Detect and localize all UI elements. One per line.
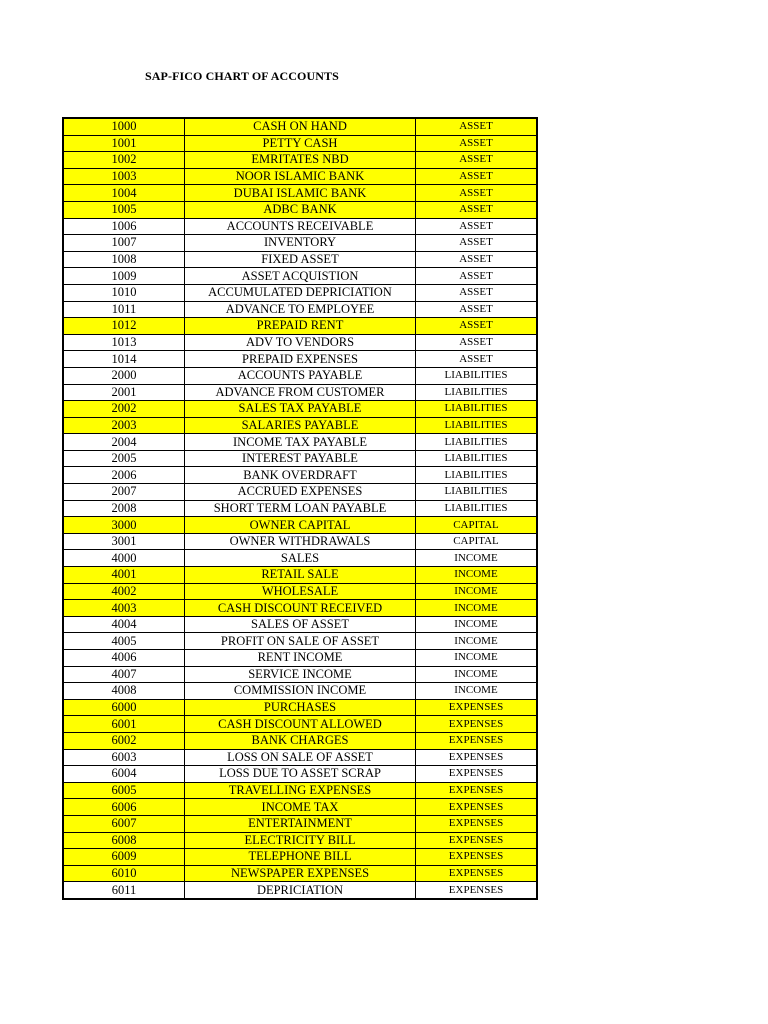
table-row <box>63 450 537 467</box>
account-type-cell: EXPENSES <box>416 832 538 849</box>
account-type-cell: ASSET <box>416 168 538 185</box>
account-code-cell: 6003 <box>63 749 185 766</box>
account-name-cell: ADV TO VENDORS <box>185 334 416 351</box>
table-row <box>63 533 537 550</box>
table-row <box>63 782 537 799</box>
account-name-cell: PREPAID RENT <box>185 318 416 335</box>
account-type-cell: LIABILITIES <box>416 367 538 384</box>
account-name-cell: PREPAID EXPENSES <box>185 351 416 368</box>
table-row <box>63 135 537 152</box>
account-name-cell: ACCOUNTS PAYABLE <box>185 367 416 384</box>
table-row <box>63 367 537 384</box>
account-name-cell: INCOME TAX PAYABLE <box>185 434 416 451</box>
account-code-cell: 2002 <box>63 401 185 418</box>
table-row <box>63 334 537 351</box>
account-name-cell: RENT INCOME <box>185 650 416 667</box>
account-type-cell: LIABILITIES <box>416 450 538 467</box>
table-row <box>63 201 537 218</box>
table-row <box>63 185 537 202</box>
table-row <box>63 666 537 683</box>
account-code-cell: 1014 <box>63 351 185 368</box>
account-code-cell: 2007 <box>63 484 185 501</box>
table-row <box>63 600 537 617</box>
account-name-cell: CASH DISCOUNT RECEIVED <box>185 600 416 617</box>
account-code-cell: 4002 <box>63 583 185 600</box>
account-type-cell: ASSET <box>416 218 538 235</box>
account-code-cell: 1001 <box>63 135 185 152</box>
table-row <box>63 417 537 434</box>
account-name-cell: COMMISSION INCOME <box>185 683 416 700</box>
account-type-cell: LIABILITIES <box>416 500 538 517</box>
account-type-cell: ASSET <box>416 135 538 152</box>
account-code-cell: 3001 <box>63 533 185 550</box>
account-code-cell: 1004 <box>63 185 185 202</box>
account-type-cell: EXPENSES <box>416 766 538 783</box>
account-name-cell: NEWSPAPER EXPENSES <box>185 865 416 882</box>
account-code-cell: 4004 <box>63 616 185 633</box>
table-row <box>63 467 537 484</box>
account-type-cell: LIABILITIES <box>416 401 538 418</box>
table-row <box>63 567 537 584</box>
account-name-cell: OWNER CAPITAL <box>185 517 416 534</box>
table-row <box>63 683 537 700</box>
account-code-cell: 1002 <box>63 152 185 169</box>
account-type-cell: LIABILITIES <box>416 384 538 401</box>
table-row <box>63 268 537 285</box>
account-code-cell: 4001 <box>63 567 185 584</box>
account-type-cell: INCOME <box>416 650 538 667</box>
table-row <box>63 865 537 882</box>
accounts-table-body <box>63 118 537 899</box>
table-row <box>63 434 537 451</box>
account-type-cell: EXPENSES <box>416 882 538 899</box>
account-name-cell: EMRITATES NBD <box>185 152 416 169</box>
table-row <box>63 251 537 268</box>
account-code-cell: 6004 <box>63 766 185 783</box>
account-name-cell: ADVANCE TO EMPLOYEE <box>185 301 416 318</box>
account-type-cell: LIABILITIES <box>416 484 538 501</box>
account-name-cell: TRAVELLING EXPENSES <box>185 782 416 799</box>
table-row <box>63 832 537 849</box>
account-name-cell: SALES OF ASSET <box>185 616 416 633</box>
account-code-cell: 2004 <box>63 434 185 451</box>
account-code-cell: 1003 <box>63 168 185 185</box>
page-title: SAP-FICO CHART OF ACCOUNTS <box>145 69 339 83</box>
account-name-cell: WHOLESALE <box>185 583 416 600</box>
account-name-cell: ENTERTAINMENT <box>185 815 416 832</box>
table-row <box>63 284 537 301</box>
account-name-cell: ACCRUED EXPENSES <box>185 484 416 501</box>
table-row <box>63 550 537 567</box>
account-type-cell: EXPENSES <box>416 699 538 716</box>
table-row <box>63 882 537 899</box>
table-row <box>63 168 537 185</box>
account-code-cell: 6011 <box>63 882 185 899</box>
account-type-cell: INCOME <box>416 583 538 600</box>
account-name-cell: SALES TAX PAYABLE <box>185 401 416 418</box>
account-code-cell: 1008 <box>63 251 185 268</box>
account-name-cell: SHORT TERM LOAN PAYABLE <box>185 500 416 517</box>
account-type-cell: EXPENSES <box>416 732 538 749</box>
account-code-cell: 1010 <box>63 284 185 301</box>
account-name-cell: LOSS DUE TO ASSET SCRAP <box>185 766 416 783</box>
account-name-cell: NOOR ISLAMIC BANK <box>185 168 416 185</box>
account-name-cell: ADVANCE FROM CUSTOMER <box>185 384 416 401</box>
account-type-cell: EXPENSES <box>416 849 538 866</box>
account-type-cell: EXPENSES <box>416 799 538 816</box>
account-code-cell: 6007 <box>63 815 185 832</box>
account-type-cell: INCOME <box>416 666 538 683</box>
account-type-cell: ASSET <box>416 284 538 301</box>
account-code-cell: 6005 <box>63 782 185 799</box>
account-name-cell: ADBC BANK <box>185 201 416 218</box>
table-row <box>63 401 537 418</box>
table-row <box>63 650 537 667</box>
account-code-cell: 2003 <box>63 417 185 434</box>
account-type-cell: ASSET <box>416 334 538 351</box>
account-name-cell: BANK OVERDRAFT <box>185 467 416 484</box>
table-row <box>63 849 537 866</box>
account-code-cell: 1012 <box>63 318 185 335</box>
account-type-cell: ASSET <box>416 351 538 368</box>
account-code-cell: 6002 <box>63 732 185 749</box>
account-code-cell: 6006 <box>63 799 185 816</box>
account-name-cell: DEPRICIATION <box>185 882 416 899</box>
account-code-cell: 1011 <box>63 301 185 318</box>
account-type-cell: INCOME <box>416 550 538 567</box>
account-name-cell: INTEREST PAYABLE <box>185 450 416 467</box>
account-type-cell: INCOME <box>416 683 538 700</box>
table-row <box>63 732 537 749</box>
account-name-cell: SERVICE INCOME <box>185 666 416 683</box>
account-code-cell: 1007 <box>63 235 185 252</box>
account-code-cell: 6008 <box>63 832 185 849</box>
account-type-cell: ASSET <box>416 152 538 169</box>
account-code-cell: 4000 <box>63 550 185 567</box>
account-code-cell: 1005 <box>63 201 185 218</box>
account-type-cell: ASSET <box>416 185 538 202</box>
account-name-cell: PETTY CASH <box>185 135 416 152</box>
table-row <box>63 517 537 534</box>
account-type-cell: CAPITAL <box>416 517 538 534</box>
account-type-cell: EXPENSES <box>416 782 538 799</box>
account-type-cell: INCOME <box>416 567 538 584</box>
account-code-cell: 6009 <box>63 849 185 866</box>
account-name-cell: ACCUMULATED DEPRICIATION <box>185 284 416 301</box>
account-code-cell: 4005 <box>63 633 185 650</box>
account-name-cell: OWNER WITHDRAWALS <box>185 533 416 550</box>
account-code-cell: 1009 <box>63 268 185 285</box>
account-name-cell: PROFIT ON SALE OF ASSET <box>185 633 416 650</box>
account-code-cell: 6010 <box>63 865 185 882</box>
table-row <box>63 815 537 832</box>
account-type-cell: ASSET <box>416 301 538 318</box>
table-row <box>63 484 537 501</box>
account-code-cell: 3000 <box>63 517 185 534</box>
table-row <box>63 799 537 816</box>
table-row <box>63 583 537 600</box>
account-type-cell: EXPENSES <box>416 716 538 733</box>
account-type-cell: INCOME <box>416 616 538 633</box>
table-row <box>63 699 537 716</box>
account-name-cell: ELECTRICITY BILL <box>185 832 416 849</box>
account-code-cell: 2008 <box>63 500 185 517</box>
account-type-cell: EXPENSES <box>416 815 538 832</box>
account-code-cell: 2006 <box>63 467 185 484</box>
account-code-cell: 1013 <box>63 334 185 351</box>
account-type-cell: CAPITAL <box>416 533 538 550</box>
account-type-cell: ASSET <box>416 201 538 218</box>
table-row <box>63 716 537 733</box>
account-code-cell: 2000 <box>63 367 185 384</box>
account-type-cell: ASSET <box>416 235 538 252</box>
account-code-cell: 4006 <box>63 650 185 667</box>
table-row <box>63 633 537 650</box>
table-row <box>63 749 537 766</box>
table-row <box>63 384 537 401</box>
account-name-cell: INVENTORY <box>185 235 416 252</box>
account-code-cell: 4003 <box>63 600 185 617</box>
account-code-cell: 4008 <box>63 683 185 700</box>
table-row <box>63 766 537 783</box>
table-row <box>63 616 537 633</box>
account-code-cell: 4007 <box>63 666 185 683</box>
account-type-cell: ASSET <box>416 251 538 268</box>
account-code-cell: 2005 <box>63 450 185 467</box>
table-row <box>63 351 537 368</box>
table-row <box>63 318 537 335</box>
table-row <box>63 301 537 318</box>
account-name-cell: ASSET ACQUISTION <box>185 268 416 285</box>
account-name-cell: CASH ON HAND <box>185 118 416 135</box>
account-type-cell: ASSET <box>416 318 538 335</box>
table-row <box>63 218 537 235</box>
chart-of-accounts-table <box>62 117 538 900</box>
account-name-cell: INCOME TAX <box>185 799 416 816</box>
account-code-cell: 6000 <box>63 699 185 716</box>
account-code-cell: 1006 <box>63 218 185 235</box>
account-name-cell: DUBAI ISLAMIC BANK <box>185 185 416 202</box>
account-type-cell: INCOME <box>416 600 538 617</box>
table-row <box>63 235 537 252</box>
account-name-cell: BANK CHARGES <box>185 732 416 749</box>
account-type-cell: ASSET <box>416 268 538 285</box>
account-name-cell: ACCOUNTS RECEIVABLE <box>185 218 416 235</box>
account-type-cell: EXPENSES <box>416 749 538 766</box>
account-type-cell: EXPENSES <box>416 865 538 882</box>
account-name-cell: PURCHASES <box>185 699 416 716</box>
table-row <box>63 118 537 135</box>
account-name-cell: TELEPHONE BILL <box>185 849 416 866</box>
account-name-cell: RETAIL SALE <box>185 567 416 584</box>
account-type-cell: INCOME <box>416 633 538 650</box>
account-code-cell: 1000 <box>63 118 185 135</box>
account-name-cell: SALES <box>185 550 416 567</box>
account-type-cell: LIABILITIES <box>416 467 538 484</box>
account-type-cell: LIABILITIES <box>416 417 538 434</box>
account-code-cell: 6001 <box>63 716 185 733</box>
table-row <box>63 500 537 517</box>
account-name-cell: CASH DISCOUNT ALLOWED <box>185 716 416 733</box>
account-name-cell: FIXED ASSET <box>185 251 416 268</box>
account-type-cell: LIABILITIES <box>416 434 538 451</box>
account-name-cell: SALARIES PAYABLE <box>185 417 416 434</box>
account-code-cell: 2001 <box>63 384 185 401</box>
table-row <box>63 152 537 169</box>
account-name-cell: LOSS ON SALE OF ASSET <box>185 749 416 766</box>
account-type-cell: ASSET <box>416 118 538 135</box>
